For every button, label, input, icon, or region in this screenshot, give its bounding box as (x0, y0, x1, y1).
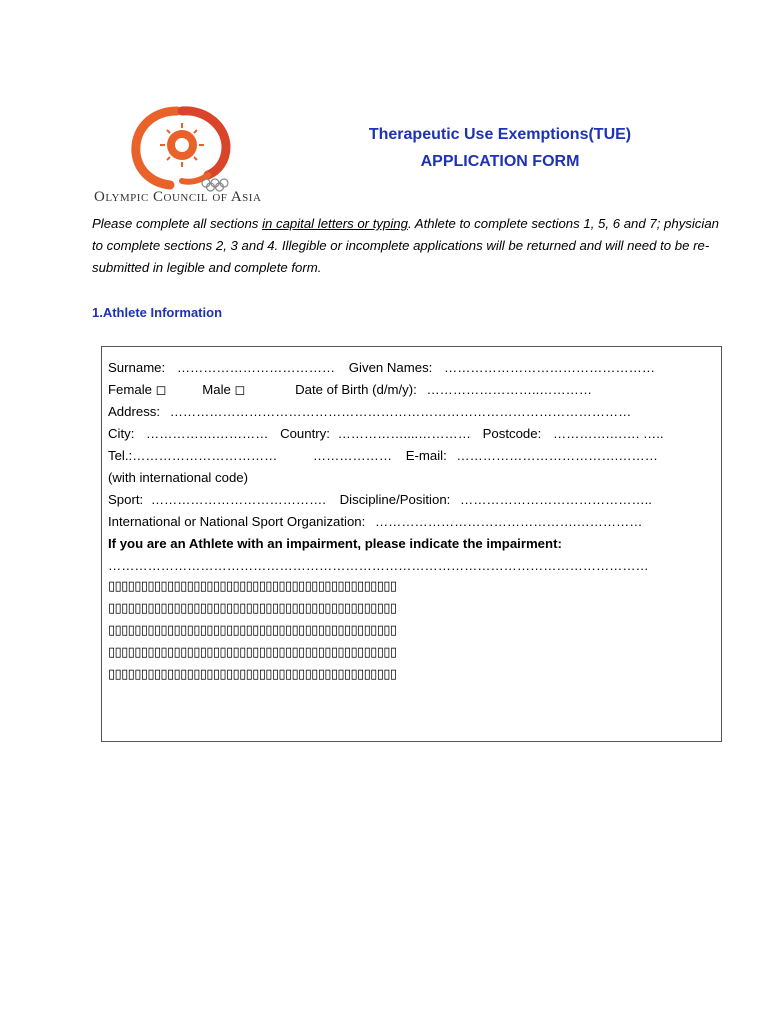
oca-emblem-icon (122, 103, 242, 195)
city-label: City: (108, 426, 135, 441)
dob-label: Date of Birth (d/m/y): (295, 382, 417, 397)
form-subtitle: APPLICATION FORM (420, 153, 580, 170)
placeholder-row: ▯▯▯▯▯▯▯▯▯▯▯▯▯▯▯▯▯▯▯▯▯▯▯▯▯▯▯▯▯▯▯▯▯▯▯▯▯▯▯▯▯▯▯▯ (108, 579, 397, 594)
instructions-part2: . Athlete to complete sections 1, 5, 6 and 7; physician to complete sections 2, 3 and 4. Illegible or incomplete applications will be returned and will need to be re-submitted in legible and complete form. (92, 216, 720, 275)
placeholder-row: ▯▯▯▯▯▯▯▯▯▯▯▯▯▯▯▯▯▯▯▯▯▯▯▯▯▯▯▯▯▯▯▯▯▯▯▯▯▯▯▯▯▯▯▯ (108, 667, 397, 682)
surname-label: Surname: (108, 360, 166, 375)
discipline-label: Discipline/Position: (339, 492, 451, 507)
placeholder-row: ▯▯▯▯▯▯▯▯▯▯▯▯▯▯▯▯▯▯▯▯▯▯▯▯▯▯▯▯▯▯▯▯▯▯▯▯▯▯▯▯▯▯▯▯ (108, 645, 397, 660)
given-names-field[interactable]: ………………………………………… (444, 360, 656, 375)
tel-field-extra[interactable]: ……………… (312, 448, 393, 463)
discipline-field[interactable]: …………………………………….. (460, 492, 652, 507)
instructions-paragraph (92, 213, 722, 279)
intl-code-note: (with international code) (108, 470, 249, 485)
instructions-part1: Please complete all sections (92, 216, 263, 231)
sport-field[interactable]: …………………………………. (150, 492, 326, 507)
city-country-row (108, 426, 664, 441)
city-field[interactable]: …………….………… (146, 426, 269, 441)
gender-dob-row (108, 382, 592, 398)
country-field[interactable]: ……………....………… (337, 426, 471, 441)
impairment-label: If you are an Athlete with an impairment, please indicate the impairment: (108, 536, 562, 551)
section-1-heading: 1.Athlete Information (92, 305, 223, 320)
given-names-label: Given Names: (348, 360, 433, 375)
tel-email-row (108, 448, 658, 463)
organization-label: International or National Sport Organization: (108, 514, 366, 529)
postcode-label: Postcode: (482, 426, 542, 441)
female-checkbox[interactable]: Female ◻ (108, 382, 167, 397)
surname-field[interactable]: ……………………………… (176, 360, 336, 375)
logo (92, 103, 282, 211)
country-label: Country: (280, 426, 330, 441)
postcode-field[interactable]: ………….……. ….. (552, 426, 664, 441)
impairment-field[interactable]: …………………………………………………………………………………………………………… (108, 558, 649, 573)
tel-field[interactable]: …………………………… (132, 448, 278, 463)
sport-label: Sport: (108, 492, 144, 507)
address-row (108, 404, 631, 419)
athlete-info-box (101, 346, 722, 742)
address-field[interactable]: …………………………………………………………………………………………… (169, 404, 632, 419)
email-label: E-mail: (405, 448, 447, 463)
placeholder-row: ▯▯▯▯▯▯▯▯▯▯▯▯▯▯▯▯▯▯▯▯▯▯▯▯▯▯▯▯▯▯▯▯▯▯▯▯▯▯▯▯▯▯▯▯ (108, 601, 397, 616)
dob-field[interactable]: ……………………..………… (426, 382, 593, 397)
instructions-underlined: in capital letters or typing (262, 216, 408, 231)
sport-row (108, 492, 652, 507)
placeholder-row: ▯▯▯▯▯▯▯▯▯▯▯▯▯▯▯▯▯▯▯▯▯▯▯▯▯▯▯▯▯▯▯▯▯▯▯▯▯▯▯▯▯▯▯▯ (108, 623, 397, 638)
form-title: Therapeutic Use Exemptions(TUE) (368, 126, 632, 143)
email-field[interactable]: ……………………………….……… (456, 448, 658, 463)
surname-row (108, 360, 655, 375)
logo-text: Olympic Council of Asia (94, 189, 262, 205)
tel-label: Tel.: (108, 448, 133, 463)
organization-field[interactable]: ……………………………………….…………… (374, 514, 643, 529)
male-checkbox[interactable]: Male ◻ (202, 382, 246, 397)
organization-row (108, 514, 642, 529)
address-label: Address: (108, 404, 161, 419)
